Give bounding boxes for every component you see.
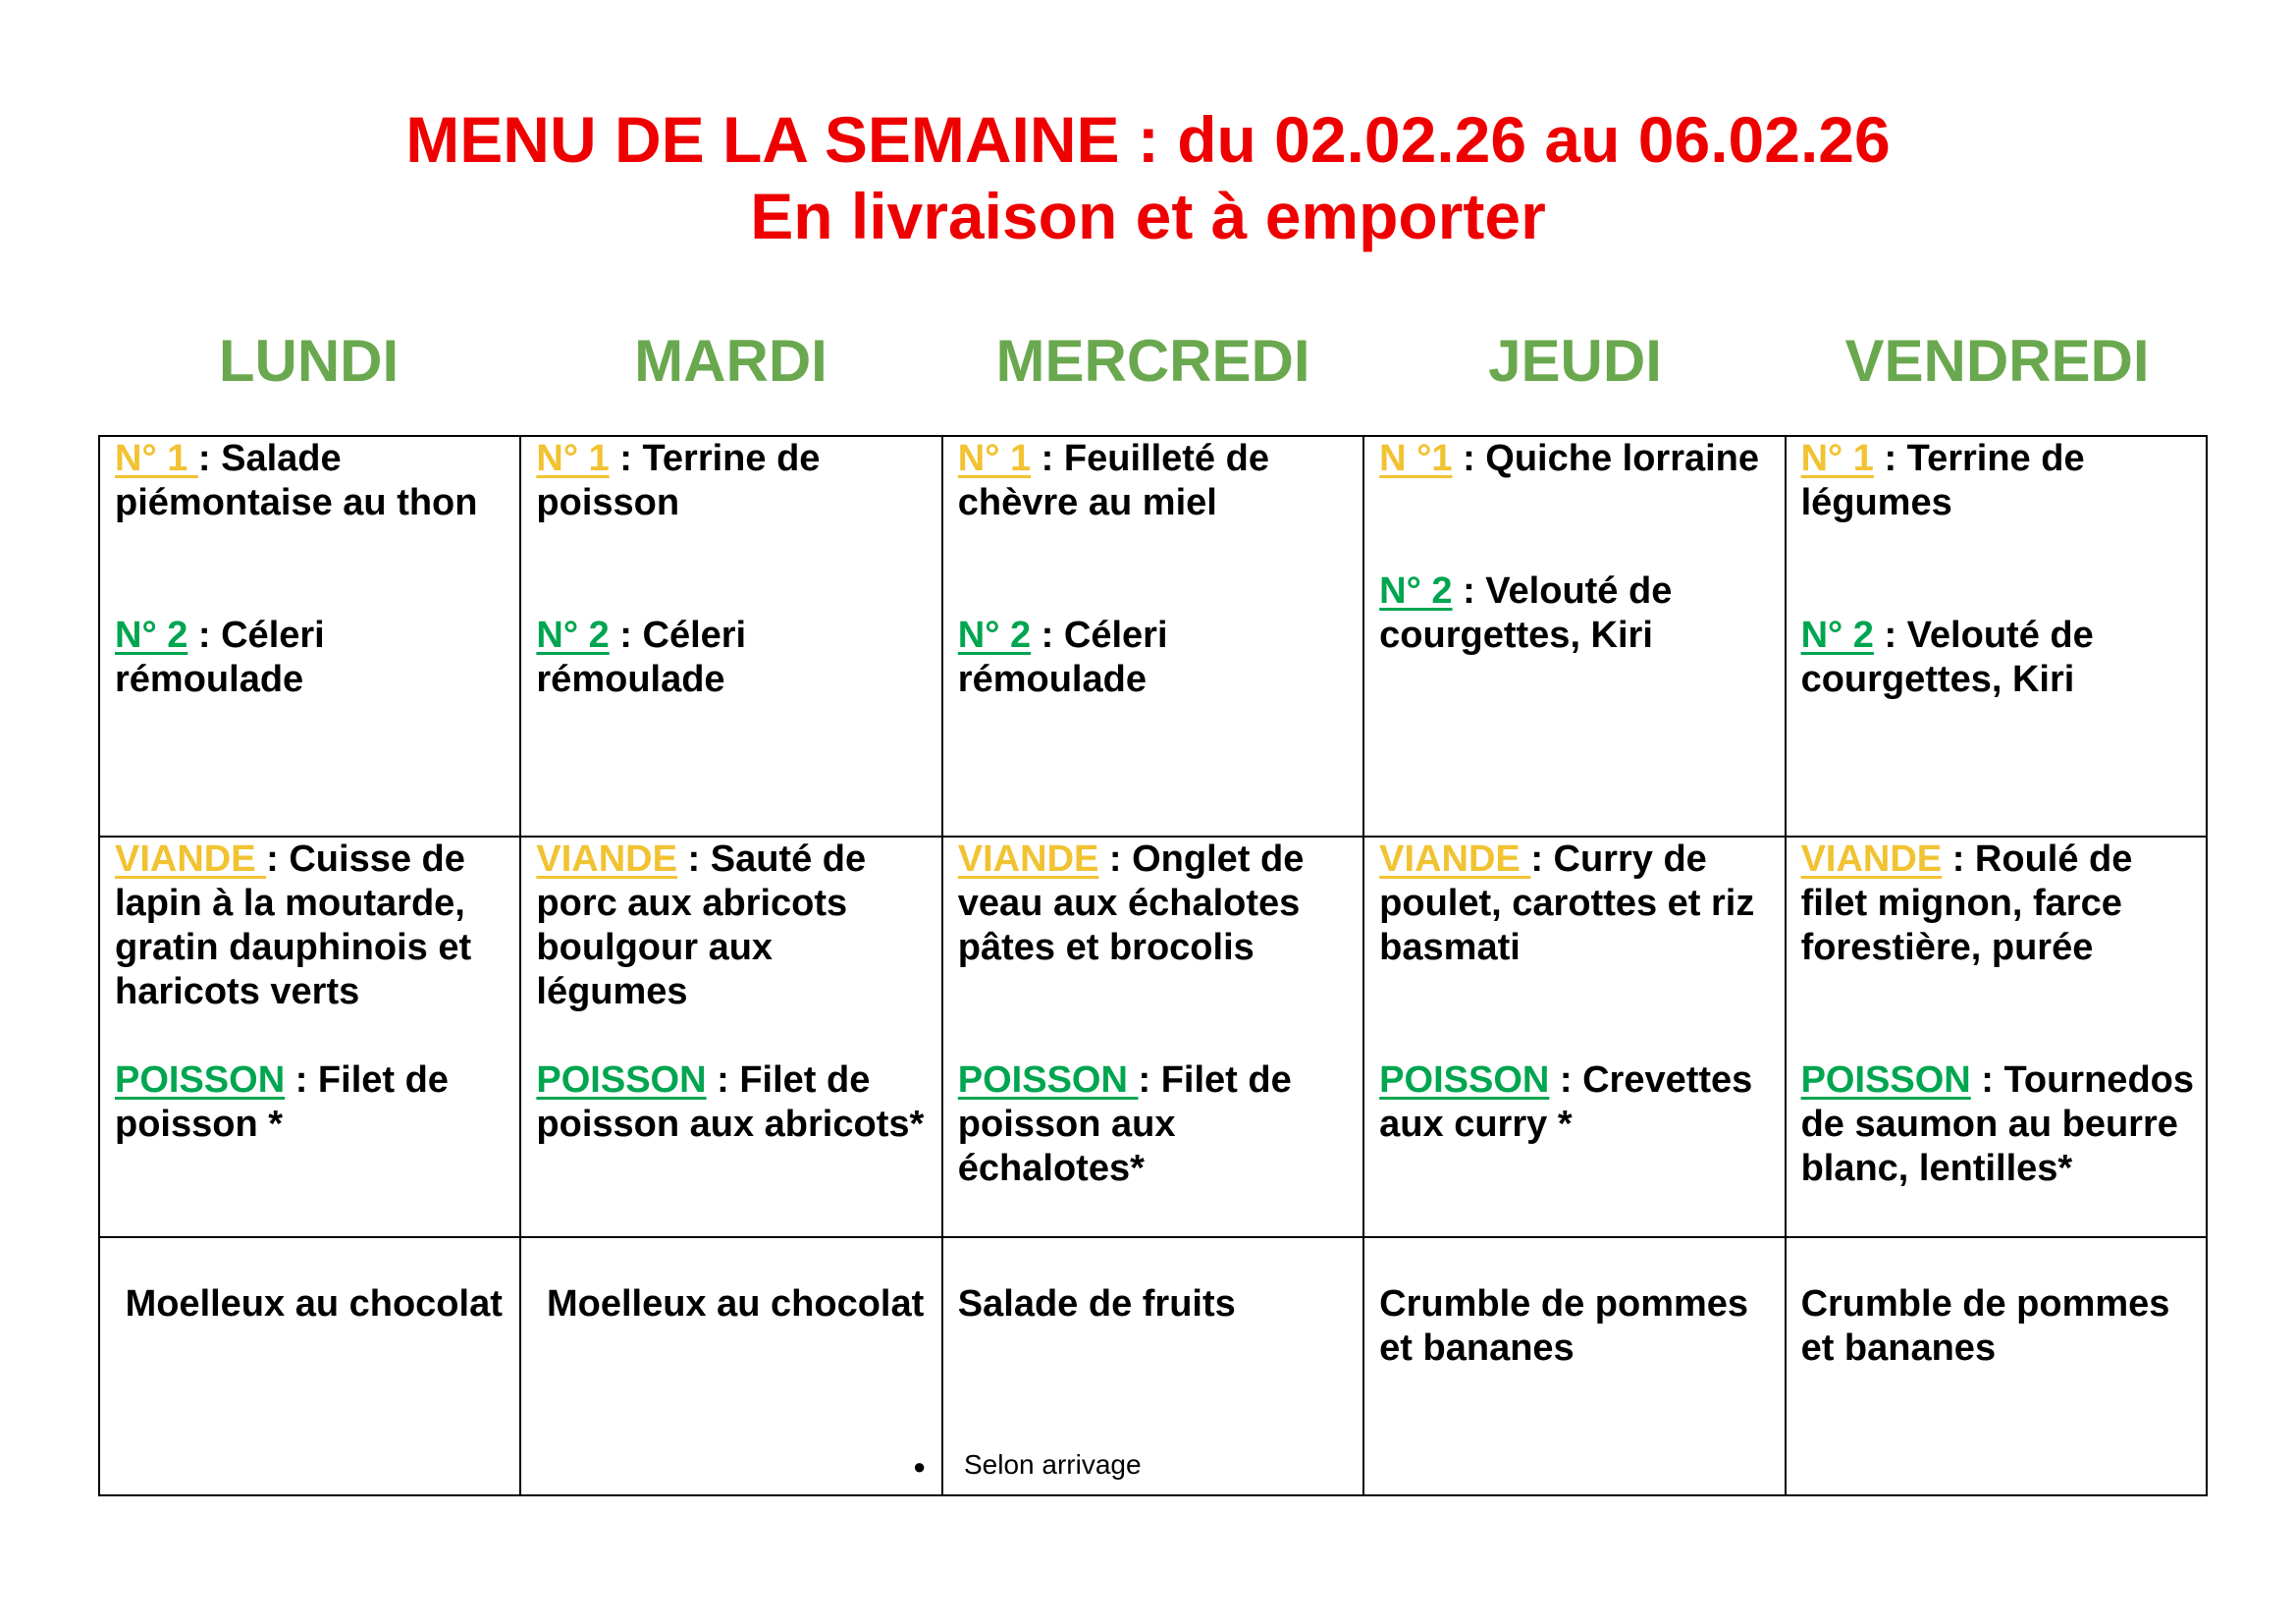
entree-1-text: : Salade piémontaise au thon — [115, 438, 478, 523]
day-header-lundi: LUNDI — [218, 328, 400, 394]
entree-2 — [536, 614, 931, 702]
viande-label: VIANDE — [957, 839, 1099, 880]
entree-1-label: N° 1 — [1800, 438, 1874, 479]
viande — [1379, 838, 1774, 970]
poisson-text: : Filet de poisson aux abricots* — [536, 1059, 925, 1145]
viande-label: VIANDE — [536, 839, 677, 880]
entree-2-text: : Velouté de courgettes, Kiri — [1800, 615, 2094, 700]
entree-2 — [1801, 614, 2196, 702]
table-row-desserts — [99, 1237, 2207, 1495]
poisson — [1379, 1058, 1774, 1147]
poisson — [115, 1058, 509, 1147]
viande-text: : Curry de poulet, carottes et riz basmati — [1379, 839, 1755, 968]
viande-text: : Onglet de veau aux échalotes pâtes et brocolis — [957, 839, 1305, 968]
entree-1-label: N° 1 — [957, 438, 1032, 479]
poisson-label: POISSON — [1379, 1059, 1550, 1101]
cell-plats-jeudi — [1363, 837, 1785, 1237]
entree-1-label: N °1 — [1379, 438, 1453, 479]
cell-entrees-mercredi — [942, 436, 1363, 837]
table-row-entrees — [99, 436, 2207, 837]
poisson — [1801, 1058, 2196, 1191]
viande — [1801, 838, 2196, 970]
page-subtitle: En livraison et à emporter — [750, 180, 1546, 252]
entree-2-label: N° 2 — [1379, 570, 1453, 612]
cell-dessert-jeudi: Crumble de pommes et bananes — [1363, 1237, 1785, 1495]
entree-1 — [536, 437, 931, 525]
entree-2-text: : Céleri rémoulade — [115, 615, 325, 700]
cell-dessert-lundi: Moelleux au chocolat — [99, 1237, 520, 1495]
viande-text: : Sauté de porc aux abricots boulgour aux légumes — [536, 839, 867, 1012]
poisson — [958, 1058, 1353, 1191]
footnote-text: Selon arrivage — [964, 1449, 1142, 1480]
cell-dessert-mardi: Moelleux au chocolat — [520, 1237, 941, 1495]
poisson-text: : Filet de poisson aux échalotes* — [957, 1059, 1292, 1189]
page-title: MENU DE LA SEMAINE : du 02.02.26 au 06.02.26 — [405, 103, 1891, 176]
poisson-text: : Tournedos de saumon au beurre blanc, lentilles* — [1800, 1059, 2194, 1189]
viande-label: VIANDE — [1800, 839, 1943, 880]
poisson — [536, 1058, 931, 1147]
day-header-jeudi: JEUDI — [1488, 328, 1662, 394]
cell-entrees-vendredi — [1786, 436, 2207, 837]
entree-1 — [1801, 437, 2196, 525]
entree-1-text: : Feuilleté de chèvre au miel — [957, 438, 1269, 523]
poisson-label: POISSON — [115, 1059, 286, 1101]
entree-2-text: : Velouté de courgettes, Kiri — [1379, 570, 1673, 656]
cell-dessert-mercredi: Salade de fruits — [942, 1237, 1363, 1495]
entree-1-label: N° 1 — [115, 438, 198, 479]
entree-1-text: : Terrine de poisson — [536, 438, 821, 523]
entree-1-text: : Quiche lorraine — [1452, 438, 1760, 479]
viande-text: : Cuisse de lapin à la moutarde, gratin dauphinois et haricots verts — [115, 839, 472, 1012]
entree-2-text: : Céleri rémoulade — [957, 615, 1168, 700]
entree-2 — [1379, 569, 1774, 658]
entree-2 — [115, 614, 509, 702]
cell-dessert-vendredi: Crumble de pommes et bananes — [1786, 1237, 2207, 1495]
entree-2-label: N° 2 — [1800, 615, 1874, 656]
cell-plats-vendredi — [1786, 837, 2207, 1237]
day-header-vendredi: VENDREDI — [1844, 328, 2150, 394]
cell-plats-lundi — [99, 837, 520, 1237]
viande — [536, 838, 931, 1014]
viande — [958, 838, 1353, 970]
entree-1-text: : Terrine de légumes — [1800, 438, 2085, 523]
entree-2-text: : Céleri rémoulade — [536, 615, 747, 700]
day-header-mardi: MARDI — [634, 328, 828, 394]
entree-1 — [1379, 437, 1774, 481]
day-header-mercredi: MERCREDI — [995, 328, 1310, 394]
cell-plats-mercredi — [942, 837, 1363, 1237]
table-row-plats — [99, 837, 2207, 1237]
poisson-text: : Crevettes aux curry * — [1379, 1059, 1753, 1145]
entree-2 — [958, 614, 1353, 702]
menu-table — [98, 435, 2208, 1496]
poisson-label: POISSON — [957, 1059, 1139, 1101]
poisson-label: POISSON — [1800, 1059, 1971, 1101]
entree-1 — [115, 437, 509, 525]
poisson-label: POISSON — [536, 1059, 707, 1101]
entree-2-label: N° 2 — [957, 615, 1032, 656]
cell-entrees-mardi — [520, 436, 941, 837]
poisson-text: : Filet de poisson * — [115, 1059, 449, 1145]
footnote — [913, 1448, 1142, 1484]
viande-label: VIANDE — [1379, 839, 1531, 880]
entree-1 — [958, 437, 1353, 525]
entree-1-label: N° 1 — [536, 438, 610, 479]
entree-2-label: N° 2 — [536, 615, 610, 656]
viande-text: : Roulé de filet mignon, farce forestière, purée — [1800, 839, 2133, 968]
cell-plats-mardi — [520, 837, 941, 1237]
viande — [115, 838, 509, 1014]
entree-2-label: N° 2 — [115, 615, 188, 656]
cell-entrees-jeudi — [1363, 436, 1785, 837]
viande-label: VIANDE — [115, 839, 267, 880]
bullet-icon: ● — [913, 1454, 927, 1479]
cell-entrees-lundi — [99, 436, 520, 837]
